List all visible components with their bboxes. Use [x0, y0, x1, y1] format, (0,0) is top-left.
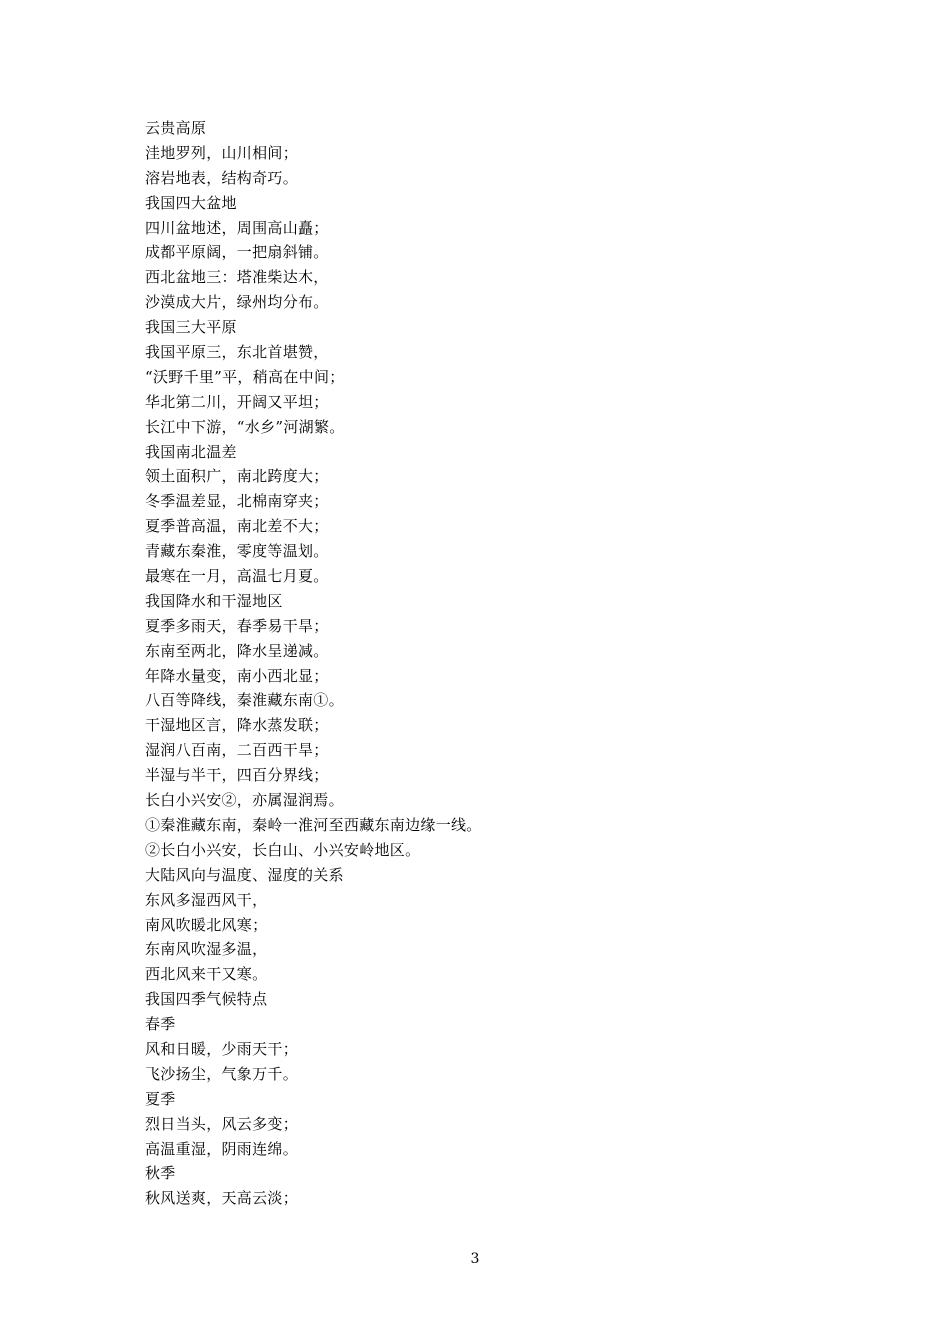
text-line: 夏季多雨天，春季易干旱； [145, 616, 329, 635]
text-line: 年降水量变，南小西北显； [145, 666, 329, 685]
text-line: 四川盆地述，周围高山矗； [145, 218, 329, 237]
text-line: 东南风吹湿多温， [145, 940, 268, 959]
text-line: 我国三大平原 [145, 318, 237, 337]
text-line: 湿润八百南，二百西干旱； [145, 741, 329, 760]
text-line: 成都平原阔，一把扇斜铺。 [145, 243, 329, 262]
text-line: 冬季温差显，北棉南穿夹； [145, 492, 329, 511]
text-line: 东风多湿西风干， [145, 890, 268, 909]
text-line: 我国南北温差 [145, 442, 237, 461]
text-line: 八百等降线，秦淮藏东南①。 [145, 691, 344, 710]
text-line: 西北盆地三：塔准柴达木， [145, 268, 329, 287]
text-line: 半湿与半干，四百分界线； [145, 766, 329, 785]
text-line: 洼地罗列，山川相间； [145, 143, 299, 162]
text-line: 我国四季气候特点 [145, 990, 268, 1009]
text-line: 东南至两北，降水呈递减。 [145, 641, 329, 660]
text-line: 长江中下游，“水乡”河湖繁。 [145, 417, 345, 436]
text-line: 风和日暖，少雨天干； [145, 1039, 299, 1058]
text-line: 南风吹暖北风寒； [145, 915, 268, 934]
text-line: 飞沙扬尘，气象万千。 [145, 1064, 299, 1083]
text-line: 干湿地区言，降水蒸发联； [145, 716, 329, 735]
text-line: 沙漠成大片，绿州均分布。 [145, 293, 329, 312]
text-line: 我国降水和干湿地区 [145, 591, 283, 610]
document-body [145, 116, 865, 1211]
text-line: 春季 [145, 1015, 176, 1034]
text-line: 最寒在一月，高温七月夏。 [145, 567, 329, 586]
text-line: 秋季 [145, 1164, 176, 1183]
text-line: 大陆风向与温度、湿度的关系 [145, 865, 344, 884]
page-number: 3 [470, 1251, 480, 1267]
text-line: 高温重湿，阴雨连绵。 [145, 1139, 299, 1158]
text-line: 烈日当头，风云多变； [145, 1114, 299, 1133]
text-line: 秋风送爽，天高云淡； [145, 1189, 299, 1208]
text-line: ②长白小兴安，长白山、小兴安岭地区。 [145, 840, 421, 859]
text-line: 长白小兴安②，亦属湿润焉。 [145, 791, 344, 810]
text-line: 夏季普高温，南北差不大； [145, 517, 329, 536]
text-line: 夏季 [145, 1089, 176, 1108]
text-line: “沃野千里”平，稍高在中间； [145, 367, 345, 386]
text-line: 青藏东秦淮，零度等温划。 [145, 542, 329, 561]
text-line: 我国平原三，东北首堪赞， [145, 343, 329, 362]
text-line: 华北第二川，开阔又平坦； [145, 392, 329, 411]
text-line: 西北风来干又寒。 [145, 965, 268, 984]
text-line: 溶岩地表，结构奇巧。 [145, 168, 299, 187]
text-line: ①秦淮藏东南，秦岭一淮河至西藏东南边缘一线。 [145, 815, 482, 834]
text-line: 云贵高原 [145, 119, 207, 137]
text-line: 领土面积广，南北跨度大； [145, 467, 329, 486]
text-line: 我国四大盆地 [145, 193, 237, 212]
